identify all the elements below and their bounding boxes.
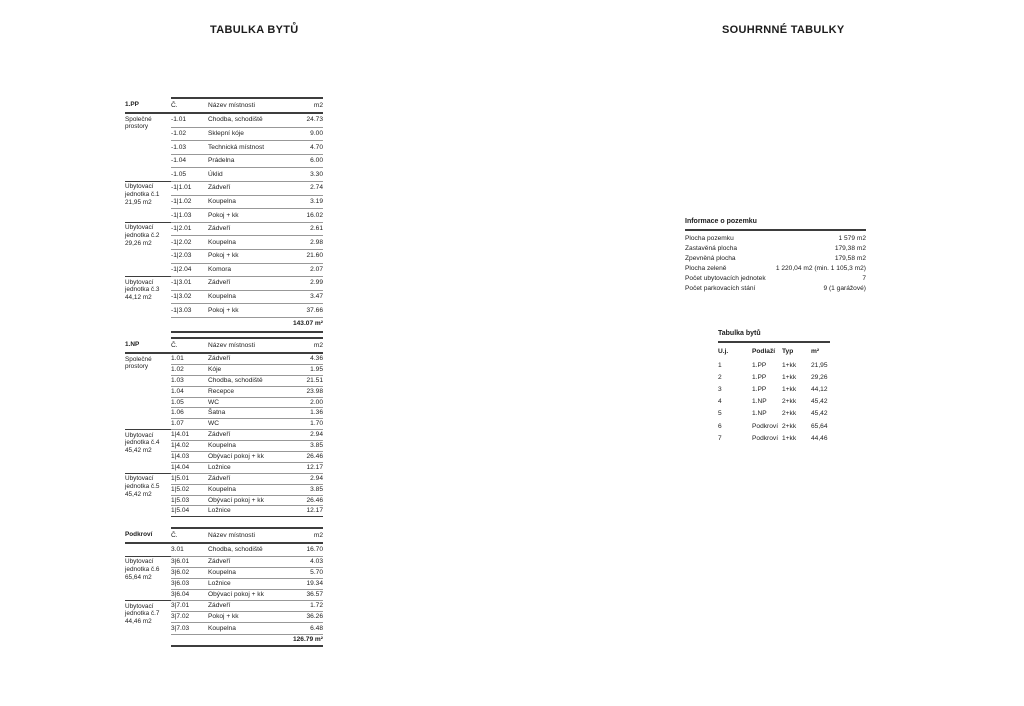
room-area-cell: 36.26 <box>289 612 323 623</box>
room-area-cell: 5.70 <box>289 567 323 578</box>
info-label: Počet ubytovacích jednotek <box>685 275 766 282</box>
room-name-cell: Technická místnost <box>208 141 289 155</box>
land-info-block <box>685 218 866 293</box>
room-area-cell: 4.03 <box>289 556 323 567</box>
room-number-cell: 1|4.02 <box>171 441 208 452</box>
group-label: Společné prostory <box>125 113 171 181</box>
room-number-cell: 3|6.01 <box>171 556 208 567</box>
apartment-cell: 1 <box>718 361 722 369</box>
info-row <box>685 234 866 244</box>
total-spacer <box>125 317 171 331</box>
room-area-cell: 2.61 <box>289 222 323 236</box>
room-number-cell: 1|4.01 <box>171 430 208 441</box>
room-name-cell: Úklid <box>208 168 289 182</box>
info-row <box>685 264 866 274</box>
room-name-cell: Zádveří <box>208 473 289 484</box>
room-area-cell: 4.70 <box>289 141 323 155</box>
table-row <box>125 430 323 441</box>
room-number-cell: 3|6.04 <box>171 590 208 601</box>
apartment-row <box>718 420 830 432</box>
room-name-cell: Chodba, schodiště <box>208 543 289 556</box>
room-area-cell: 6.48 <box>289 623 323 634</box>
room-name-cell: Koupelna <box>208 195 289 209</box>
room-name-cell: Pokoj + kk <box>208 249 289 263</box>
room-number-cell: -1|2.02 <box>171 236 208 250</box>
info-label: Zastavěná plocha <box>685 245 738 253</box>
room-number-cell: -1|2.03 <box>171 249 208 263</box>
apartment-cell: 7 <box>718 434 722 442</box>
apartment-cell: 45,42 <box>811 410 828 418</box>
floor-header-row <box>125 98 323 113</box>
group-label: Ubytovací jednotka č.3 44,12 m2 <box>125 277 171 318</box>
room-number-cell: -1|1.03 <box>171 209 208 223</box>
apartment-cell: 1.PP <box>752 373 767 381</box>
room-area-cell: 2.94 <box>289 430 323 441</box>
room-number-cell: -1|3.01 <box>171 277 208 291</box>
room-number-cell: -1|1.02 <box>171 195 208 209</box>
floor-table <box>125 527 323 647</box>
room-name-cell: Zádveří <box>208 353 289 364</box>
info-row <box>685 283 866 293</box>
room-area-cell: 3.30 <box>289 168 323 182</box>
room-number-cell: 1|4.03 <box>171 452 208 463</box>
room-number-cell: 1.06 <box>171 408 208 419</box>
floor-name: 1.NP <box>125 338 171 353</box>
info-label: Zpevněná plocha <box>685 255 736 263</box>
floor-table-podkrovi <box>125 527 323 647</box>
page-title-right: SOUHRNNÉ TABULKY <box>722 24 845 36</box>
table-row <box>125 556 323 567</box>
room-number-cell: 1.05 <box>171 397 208 408</box>
info-row <box>685 274 866 284</box>
room-name-cell: Ložnice <box>208 578 289 589</box>
room-name-cell: Koupelna <box>208 290 289 304</box>
room-area-cell: 1.72 <box>289 601 323 612</box>
apartment-cell: 45,42 <box>811 398 828 406</box>
room-area-cell: 26.46 <box>289 495 323 506</box>
room-number-cell: 3|6.02 <box>171 567 208 578</box>
room-name-cell: Koupelna <box>208 441 289 452</box>
room-area-cell: 37.66 <box>289 304 323 318</box>
apartment-row <box>718 359 830 371</box>
info-row <box>685 244 866 254</box>
room-number-cell: 1|4.04 <box>171 462 208 473</box>
room-area-cell: 16.02 <box>289 209 323 223</box>
room-area-cell: 3.85 <box>289 484 323 495</box>
room-name-cell: Prádelna <box>208 154 289 168</box>
info-value: 7 <box>862 275 866 282</box>
room-area-cell: 24.73 <box>289 113 323 127</box>
column-header-number: Č. <box>171 528 208 543</box>
info-value: 1 579 m2 <box>838 235 866 243</box>
room-name-cell: Pokoj + kk <box>208 209 289 223</box>
floor-total-area: 126.79 m² <box>289 634 323 646</box>
apartment-cell: 2+kk <box>782 422 797 430</box>
room-name-cell: Zádveří <box>208 601 289 612</box>
room-number-cell: -1.05 <box>171 168 208 182</box>
table-row <box>125 353 323 364</box>
apartment-cell: 4 <box>718 398 722 406</box>
room-name-cell: Koupelna <box>208 623 289 634</box>
apartment-cell: 29,26 <box>811 373 828 381</box>
room-name-cell: Koupelna <box>208 567 289 578</box>
room-area-cell: 21.60 <box>289 249 323 263</box>
room-number-cell: -1|2.01 <box>171 222 208 236</box>
apartments-column-header: m² <box>811 348 820 355</box>
total-spacer <box>125 634 171 646</box>
room-area-cell: 26.46 <box>289 452 323 463</box>
room-number-cell: -1|1.01 <box>171 181 208 195</box>
table-row <box>125 222 323 236</box>
room-name-cell: Zádveří <box>208 181 289 195</box>
floor-total-area: 143.07 m² <box>289 317 323 331</box>
room-name-cell: Koupelna <box>208 484 289 495</box>
table-row <box>125 113 323 127</box>
floor-table-1pp <box>125 97 323 333</box>
info-value: 9 (1 garážové) <box>823 284 866 292</box>
room-number-cell: -1|3.02 <box>171 290 208 304</box>
total-spacer <box>171 634 289 646</box>
table-row <box>125 543 323 556</box>
room-area-cell: 9.00 <box>289 127 323 141</box>
apartment-row <box>718 432 830 444</box>
group-label: Ubytovací jednotka č.5 45,42 m2 <box>125 473 171 517</box>
apartments-column-header: Podlaží <box>752 348 776 355</box>
room-area-cell: 2.98 <box>289 236 323 250</box>
group-label: Ubytovací jednotka č.4 45,42 m2 <box>125 430 171 474</box>
room-name-cell: Pokoj + kk <box>208 612 289 623</box>
room-name-cell: Šatna <box>208 408 289 419</box>
room-name-cell: Zádveří <box>208 277 289 291</box>
room-number-cell: 1|5.01 <box>171 473 208 484</box>
floor-name: Podkroví <box>125 528 171 543</box>
apartment-cell: Podkroví <box>752 434 779 442</box>
room-area-cell: 12.17 <box>289 506 323 517</box>
apartment-cell: 2+kk <box>782 398 797 406</box>
info-value: 179,58 m2 <box>834 255 866 263</box>
table-row <box>125 277 323 291</box>
room-area-cell: 2.94 <box>289 473 323 484</box>
apartments-column-header: Typ <box>782 348 794 355</box>
room-area-cell: 21.51 <box>289 375 323 386</box>
column-header-area: m2 <box>289 338 323 353</box>
room-name-cell: Chodba, schodiště <box>208 113 289 127</box>
apartment-row <box>718 383 830 395</box>
room-number-cell: -1|3.03 <box>171 304 208 318</box>
room-area-cell: 2.00 <box>289 397 323 408</box>
apartment-cell: 6 <box>718 422 722 430</box>
group-label <box>125 543 171 556</box>
apartment-cell: 21,95 <box>811 361 828 369</box>
room-number-cell: 3|7.03 <box>171 623 208 634</box>
room-name-cell: Kóje <box>208 364 289 375</box>
apartment-cell: 1+kk <box>782 361 797 369</box>
apartments-column-header: U.j. <box>718 348 729 355</box>
room-number-cell: 1|5.04 <box>171 506 208 517</box>
room-number-cell: -1.01 <box>171 113 208 127</box>
apartment-cell: 1.PP <box>752 361 767 369</box>
room-area-cell: 2.74 <box>289 181 323 195</box>
table-row <box>125 473 323 484</box>
total-spacer <box>171 317 289 331</box>
room-area-cell: 2.07 <box>289 263 323 277</box>
room-number-cell: -1|2.04 <box>171 263 208 277</box>
room-name-cell: Koupelna <box>208 236 289 250</box>
room-number-cell: -1.04 <box>171 154 208 168</box>
info-label: Počet parkovacích stání <box>685 284 756 292</box>
room-number-cell: 3.01 <box>171 543 208 556</box>
room-area-cell: 2.99 <box>289 277 323 291</box>
apartment-cell: 2 <box>718 373 722 381</box>
apartment-cell: 1+kk <box>782 373 797 381</box>
room-area-cell: 12.17 <box>289 462 323 473</box>
room-area-cell: 3.47 <box>289 290 323 304</box>
room-number-cell: 1.01 <box>171 353 208 364</box>
table-row <box>125 181 323 195</box>
info-value: 1 220,04 m2 (min. 1 105,3 m2) <box>775 265 866 273</box>
room-area-cell: 1.36 <box>289 408 323 419</box>
room-number-cell: -1.02 <box>171 127 208 141</box>
floor-total-row <box>125 317 323 331</box>
room-number-cell: 1.03 <box>171 375 208 386</box>
info-label: Plocha zeleně <box>685 265 727 273</box>
room-name-cell: Zádveří <box>208 556 289 567</box>
floor-header-row <box>125 338 323 353</box>
apartment-cell: 1+kk <box>782 434 797 442</box>
room-area-cell: 36.57 <box>289 590 323 601</box>
room-area-cell: 3.19 <box>289 195 323 209</box>
floor-header-row <box>125 528 323 543</box>
room-area-cell: 6.00 <box>289 154 323 168</box>
info-label: Plocha pozemku <box>685 235 734 243</box>
apartment-cell: 3 <box>718 385 722 393</box>
room-name-cell: Sklepní kóje <box>208 127 289 141</box>
room-number-cell: 1.07 <box>171 419 208 430</box>
floor-table <box>125 337 323 517</box>
room-area-cell: 16.70 <box>289 543 323 556</box>
room-area-cell: 19.34 <box>289 578 323 589</box>
land-info-rows <box>685 234 866 293</box>
room-name-cell: WC <box>208 419 289 430</box>
room-area-cell: 23.98 <box>289 386 323 397</box>
apartment-cell: 1.NP <box>752 398 767 406</box>
apartment-cell: 44,12 <box>811 385 828 393</box>
land-info-title: Informace o pozemku <box>685 218 866 231</box>
apartment-cell: 5 <box>718 410 722 418</box>
column-header-number: Č. <box>171 98 208 113</box>
room-name-cell: Zádveří <box>208 222 289 236</box>
room-number-cell: 1|5.02 <box>171 484 208 495</box>
column-header-number: Č. <box>171 338 208 353</box>
room-name-cell: Pokoj + kk <box>208 304 289 318</box>
apartment-row <box>718 371 830 383</box>
room-number-cell: 3|7.01 <box>171 601 208 612</box>
room-name-cell: Ložnice <box>208 462 289 473</box>
apartment-cell: Podkroví <box>752 422 779 430</box>
room-number-cell: 1.02 <box>171 364 208 375</box>
group-label: Ubytovací jednotka č.6 65,64 m2 <box>125 556 171 601</box>
page-title-left: TABULKA BYTŮ <box>210 24 299 36</box>
apartment-cell: 44,46 <box>811 434 828 442</box>
room-area-cell: 1.95 <box>289 364 323 375</box>
apartment-cell: 1.NP <box>752 410 767 418</box>
column-header-area: m2 <box>289 98 323 113</box>
room-area-cell: 3.85 <box>289 441 323 452</box>
info-row <box>685 254 866 264</box>
apartments-block <box>718 330 830 444</box>
apartments-table <box>718 344 830 444</box>
group-label: Ubytovací jednotka č.7 44,46 m2 <box>125 601 171 634</box>
group-label: Ubytovací jednotka č.1 21,95 m2 <box>125 181 171 222</box>
room-name-cell: Ložnice <box>208 506 289 517</box>
column-header-area: m2 <box>289 528 323 543</box>
apartment-cell: 1.PP <box>752 385 767 393</box>
table-row <box>125 601 323 612</box>
room-name-cell: Obývací pokoj + kk <box>208 590 289 601</box>
apartments-title: Tabulka bytů <box>718 330 830 343</box>
floor-table-1np <box>125 337 323 517</box>
room-name-cell: Komora <box>208 263 289 277</box>
room-name-cell: Obývací pokoj + kk <box>208 495 289 506</box>
room-area-cell: 4.36 <box>289 353 323 364</box>
room-name-cell: Chodba, schodiště <box>208 375 289 386</box>
apartment-cell: 1+kk <box>782 385 797 393</box>
room-number-cell: 3|6.03 <box>171 578 208 589</box>
column-header-room-name: Název místnosti <box>208 528 289 543</box>
floor-table <box>125 97 323 333</box>
apartments-header-row <box>718 344 830 359</box>
column-header-room-name: Název místnosti <box>208 98 289 113</box>
room-number-cell: 3|7.02 <box>171 612 208 623</box>
column-header-room-name: Název místnosti <box>208 338 289 353</box>
floor-total-row <box>125 634 323 646</box>
room-name-cell: Zádveří <box>208 430 289 441</box>
room-number-cell: -1.03 <box>171 141 208 155</box>
floor-name: 1.PP <box>125 98 171 113</box>
room-area-cell: 1.70 <box>289 419 323 430</box>
group-label: Ubytovací jednotka č.2 29,26 m2 <box>125 222 171 276</box>
room-number-cell: 1|5.03 <box>171 495 208 506</box>
room-number-cell: 1.04 <box>171 386 208 397</box>
apartment-row <box>718 408 830 420</box>
room-name-cell: Recepce <box>208 386 289 397</box>
apartment-cell: 2+kk <box>782 410 797 418</box>
room-name-cell: WC <box>208 397 289 408</box>
apartment-row <box>718 396 830 408</box>
group-label: Společné prostory <box>125 353 171 430</box>
room-name-cell: Obývací pokoj + kk <box>208 452 289 463</box>
info-value: 179,38 m2 <box>834 245 866 253</box>
apartment-cell: 65,64 <box>811 422 828 430</box>
